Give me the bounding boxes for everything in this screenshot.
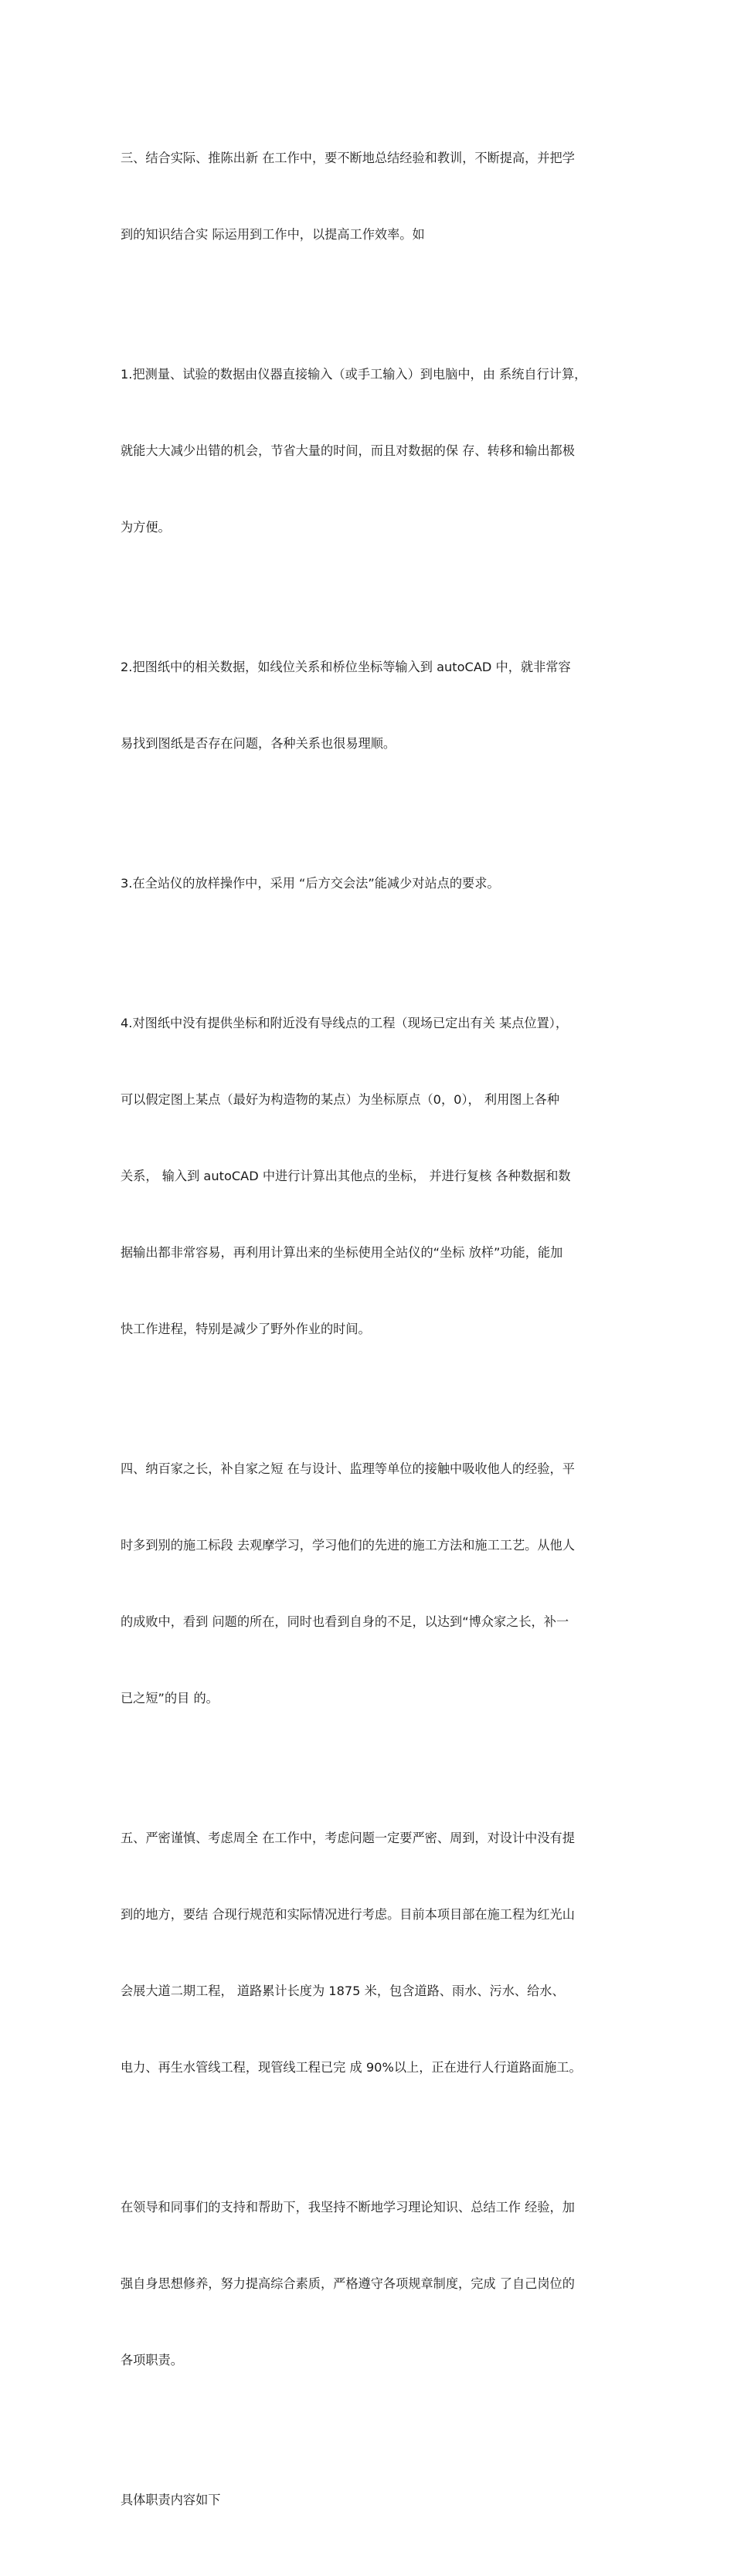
paragraph-section-three [121, 94, 617, 298]
text-line: 到的知识结合实 际运用到工作中，以提高工作效率。如 [121, 227, 425, 242]
text-line: 具体职责内容如下 [121, 2493, 221, 2507]
text-line: 五、严密谨慎、考虑周全 在工作中，考虑问题一定要严密、周到，对设计中没有提 [121, 1831, 575, 1845]
text-line: 为方便。 [121, 520, 171, 535]
text-line: 在领导和同事们的支持和帮助下，我坚持不断地学习理论知识、总结工作 经验，加 [121, 2200, 575, 2215]
text-line: 就能大大减少出错的机会，节省大量的时间，而且对数据的保 存、转移和输出都极 [121, 443, 575, 458]
text-line: 4.对图纸中没有提供坐标和附近没有导线点的工程（现场已定出有关 某点位置）， [121, 1016, 569, 1030]
text-line: 2.把图纸中的相关数据，如线位关系和桥位坐标等输入到 autoCAD 中，就非常容 [121, 660, 571, 674]
paragraph-item-4 [121, 959, 617, 1393]
text-line: 会展大道二期工程， 道路累计长度为 1875 米，包含道路、雨水、污水、给水、 [121, 1984, 565, 1998]
text-line: 到的地方，要结 合现行规范和实际情况进行考虑。目前本项目部在施工程为红光山 [121, 1907, 575, 1922]
text-line: 易找到图纸是否存在问题，各种关系也很易理顺。 [121, 736, 396, 751]
text-line: 各项职责。 [121, 2353, 183, 2367]
text-line: 的成败中，看到 问题的所在，同时也看到自身的不足，以达到“博众家之长，补一 [121, 1614, 569, 1629]
text-line: 快工作进程，特别是减少了野外作业的时间。 [121, 1322, 371, 1336]
text-line: 3.在全站仪的放样操作中，采用 “后方交会法”能减少对站点的要求。 [121, 876, 500, 891]
paragraph-summary [121, 2143, 617, 2424]
paragraph-duties-heading [121, 2436, 617, 2564]
text-line: 强自身思想修养，努力提高综合素质，严格遵守各项规章制度，完成 了自己岗位的 [121, 2276, 575, 2291]
document-body [121, 94, 617, 2576]
paragraph-section-four [121, 1405, 617, 1762]
text-line: 四、纳百家之长，补自家之短 在与设计、监理等单位的接触中吸收他人的经验，平 [121, 1461, 575, 1476]
paragraph-item-3 [121, 820, 617, 947]
text-line: 关系， 输入到 autoCAD 中进行计算出其他点的坐标， 并进行复核 各种数据和数 [121, 1169, 571, 1183]
paragraph-item-2 [121, 603, 617, 807]
text-line: 时多到别的施工标段 去观摩学习，学习他们的先进的施工方法和施工工艺。从他人 [121, 1538, 575, 1553]
text-line: 1.把测量、试验的数据由仪器直接输入（或手工输入）到电脑中，由 系统自行计算， [121, 367, 587, 382]
text-line: 三、结合实际、推陈出新 在工作中，要不断地总结经验和教训，不断提高，并把学 [121, 151, 575, 165]
paragraph-section-five [121, 1774, 617, 2131]
text-line: 据输出都非常容易，再利用计算出来的坐标使用全站仪的“坐标 放样”功能，能加 [121, 1245, 563, 1260]
text-line: 可以假定图上某点（最好为构造物的某点）为坐标原点（0，0）， 利用图上各种 [121, 1092, 560, 1107]
paragraph-item-1 [121, 311, 617, 591]
text-line: 已之短”的目 的。 [121, 1691, 219, 1705]
text-line: 电力、再生水管线工程，现管线工程已完 成 90%以上，正在进行人行道路面施工。 [121, 2060, 582, 2075]
